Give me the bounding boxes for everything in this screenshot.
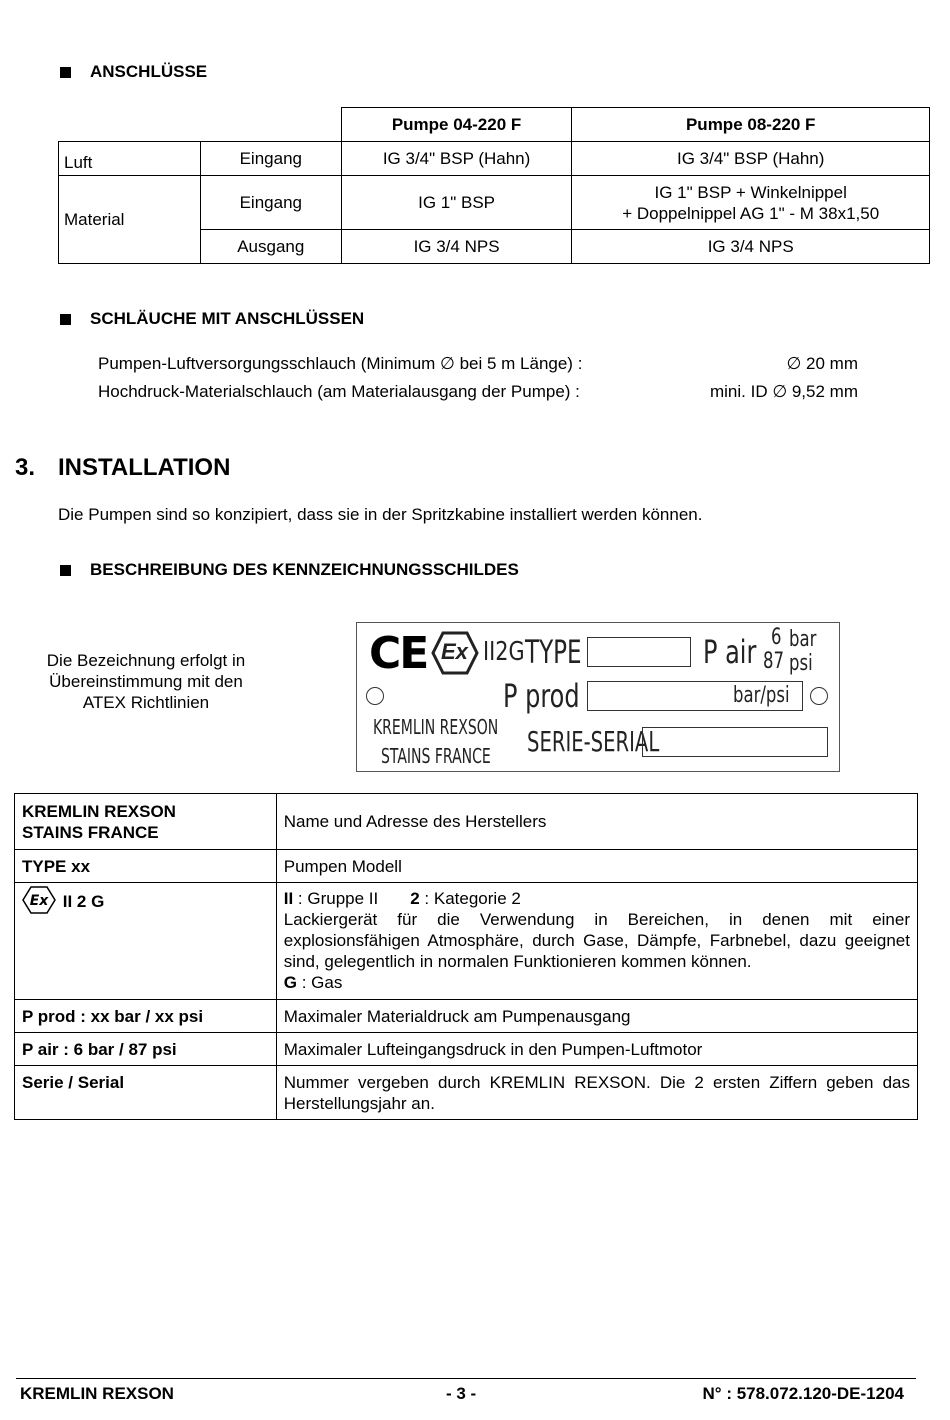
desc-key-maker: KREMLIN REXSON STAINS FRANCE xyxy=(15,794,277,850)
footer-page-number: - 3 - xyxy=(446,1384,477,1403)
desc-value-pair: Maximaler Lufteingangsdruck in den Pumpen-Luftmotor xyxy=(276,1033,917,1066)
footer-doc-number: N° : 578.072.120-DE-1204 xyxy=(702,1384,904,1403)
plate-type-box xyxy=(587,637,691,667)
desc-key-serial: Serie / Serial xyxy=(15,1066,277,1120)
table-row xyxy=(15,1033,918,1066)
plate-pprod-text: P prod xyxy=(503,677,580,715)
plate-pair-psi-unit: psi xyxy=(789,651,813,676)
desc-value-serial: Nummer vergeben durch KREMLIN REXSON. Die 2 ersten Ziffern geben das Herstellungsjahr an. xyxy=(276,1066,917,1120)
desc-atex-gas-text: : Gas xyxy=(296,973,343,992)
section-title: INSTALLATION xyxy=(58,454,231,481)
plate-group-text: II2G xyxy=(483,637,525,667)
section-number: 3. xyxy=(15,454,36,481)
table-row xyxy=(15,850,918,883)
desc-atex-gas-bold: G xyxy=(283,973,297,992)
desc-key-atex xyxy=(15,883,277,1000)
hoses-list xyxy=(98,350,858,406)
mounting-hole-right-icon xyxy=(810,687,828,705)
ce-mark: CE xyxy=(369,628,428,679)
desc-value-atex xyxy=(276,883,917,1000)
desc-key-pprod: P prod : xx bar / xx psi xyxy=(15,1000,277,1033)
col-header-pump1: Pumpe 04-220 F xyxy=(341,108,572,142)
desc-atex-cat-text: : Kategorie 2 xyxy=(419,889,521,908)
table-row xyxy=(15,1066,918,1120)
desc-value-type: Pumpen Modell xyxy=(276,850,917,883)
svg-text:Ex: Ex xyxy=(29,893,49,909)
hoses-heading-text: SCHLÄUCHE MIT ANSCHLÜSSEN xyxy=(90,309,365,328)
plate-heading-text: BESCHREIBUNG DES KENNZEICHNUNGSSCHILDES xyxy=(90,560,519,579)
bullet-square-icon xyxy=(60,67,71,78)
bullet-square-icon xyxy=(60,565,71,576)
desc-atex-group-bold: II xyxy=(283,889,294,908)
list-item xyxy=(98,350,858,378)
plate-pair-text: P air xyxy=(703,633,757,671)
list-item xyxy=(98,378,858,406)
material-inlet-label: Eingang xyxy=(200,176,341,230)
plate-pair-bar-value: 6 xyxy=(771,625,782,650)
hose-material-label: Hochdruck-Materialschlauch (am Materialausgang der Pumpe) : xyxy=(98,382,580,401)
hose-air-label: Pumpen-Luftversorgungsschlauch (Minimum ∅ bei 5 m Länge) : xyxy=(98,354,583,373)
desc-key-type: TYPE xx xyxy=(15,850,277,883)
desc-key-atex-text: II 2 G xyxy=(62,892,105,912)
blank-cell xyxy=(200,108,341,142)
ex-mark-text: Ex xyxy=(441,639,468,664)
blank-cell xyxy=(59,108,201,142)
desc-atex-gas-line xyxy=(284,972,910,993)
plate-pair-psi-value: 87 xyxy=(763,649,784,674)
desc-atex-text: Lackiergerät für die Verwendung in Bereichen, in denen mit einer explosionsfähigen Atmosphäre, durch Gase, Dämpfe, Farbnebel, dazu geeignet sind, gelegentlich in normalen Funktionieren kommen können. xyxy=(283,910,910,971)
plate-serial-text: SERIE-SERIAL xyxy=(527,725,660,758)
table-row xyxy=(15,883,918,1000)
desc-key-pair: P air : 6 bar / 87 psi xyxy=(15,1033,277,1066)
table-row xyxy=(59,176,930,230)
material-inlet-pump2-line2: + Doppelnippel AG 1" - M 38x1,50 xyxy=(622,203,880,223)
desc-atex-group-line xyxy=(284,888,910,909)
plate-maker-line1: KREMLIN REXSON xyxy=(373,715,499,739)
table-row xyxy=(59,142,930,176)
plate-serial-box xyxy=(642,727,828,757)
air-inlet-label: Eingang xyxy=(200,142,341,176)
ex-hexagon-icon xyxy=(22,886,56,914)
material-label: Material xyxy=(59,176,201,264)
table-row xyxy=(15,794,918,850)
connections-heading xyxy=(60,62,207,82)
desc-value-pprod: Maximaler Materialdruck am Pumpenausgang xyxy=(276,1000,917,1033)
installation-text: Die Pumpen sind so konzipiert, dass sie in der Spritzkabine installiert werden können. xyxy=(58,505,703,524)
col-header-pump2: Pumpe 08-220 F xyxy=(572,108,930,142)
table-header-row xyxy=(59,108,930,142)
hoses-heading xyxy=(60,309,364,329)
plate-maker-line2: STAINS FRANCE xyxy=(381,744,491,768)
material-inlet-pump2-line1: IG 1" BSP + Winkelnippel xyxy=(654,182,847,202)
desc-atex-cat-bold: 2 xyxy=(410,889,420,908)
material-outlet-pump1: IG 3/4 NPS xyxy=(341,230,572,264)
air-label: Luft xyxy=(59,142,201,176)
footer-divider xyxy=(16,1378,916,1379)
mounting-hole-left-icon xyxy=(366,687,384,705)
material-inlet-pump2 xyxy=(572,176,930,230)
desc-value-maker: Name und Adresse des Herstellers xyxy=(276,794,917,850)
air-inlet-pump1: IG 3/4" BSP (Hahn) xyxy=(341,142,572,176)
bullet-square-icon xyxy=(60,314,71,325)
plate-type-text: TYPE xyxy=(525,633,582,671)
material-outlet-label: Ausgang xyxy=(200,230,341,264)
hose-air-value: ∅ 20 mm xyxy=(786,354,858,373)
desc-atex-group-text: : Gruppe II xyxy=(293,889,379,908)
table-row xyxy=(15,1000,918,1033)
marking-plate xyxy=(356,622,840,772)
plate-pair-bar-unit: bar xyxy=(789,627,817,652)
description-table xyxy=(14,793,918,1120)
hose-material-value: mini. ID ∅ 9,52 mm xyxy=(709,382,858,401)
air-inlet-pump2: IG 3/4" BSP (Hahn) xyxy=(572,142,930,176)
material-outlet-pump2: IG 3/4 NPS xyxy=(572,230,930,264)
plate-barpsi-text: bar/psi xyxy=(733,683,790,708)
connections-heading-text: ANSCHLÜSSE xyxy=(90,62,208,81)
material-inlet-pump1: IG 1" BSP xyxy=(341,176,572,230)
designation-text: Die Bezeichnung erfolgt in Übereinstimmung mit den ATEX Richtlinien xyxy=(46,651,246,712)
connections-table xyxy=(58,107,930,264)
plate-heading xyxy=(60,560,519,580)
footer-left: KREMLIN REXSON xyxy=(20,1384,174,1403)
